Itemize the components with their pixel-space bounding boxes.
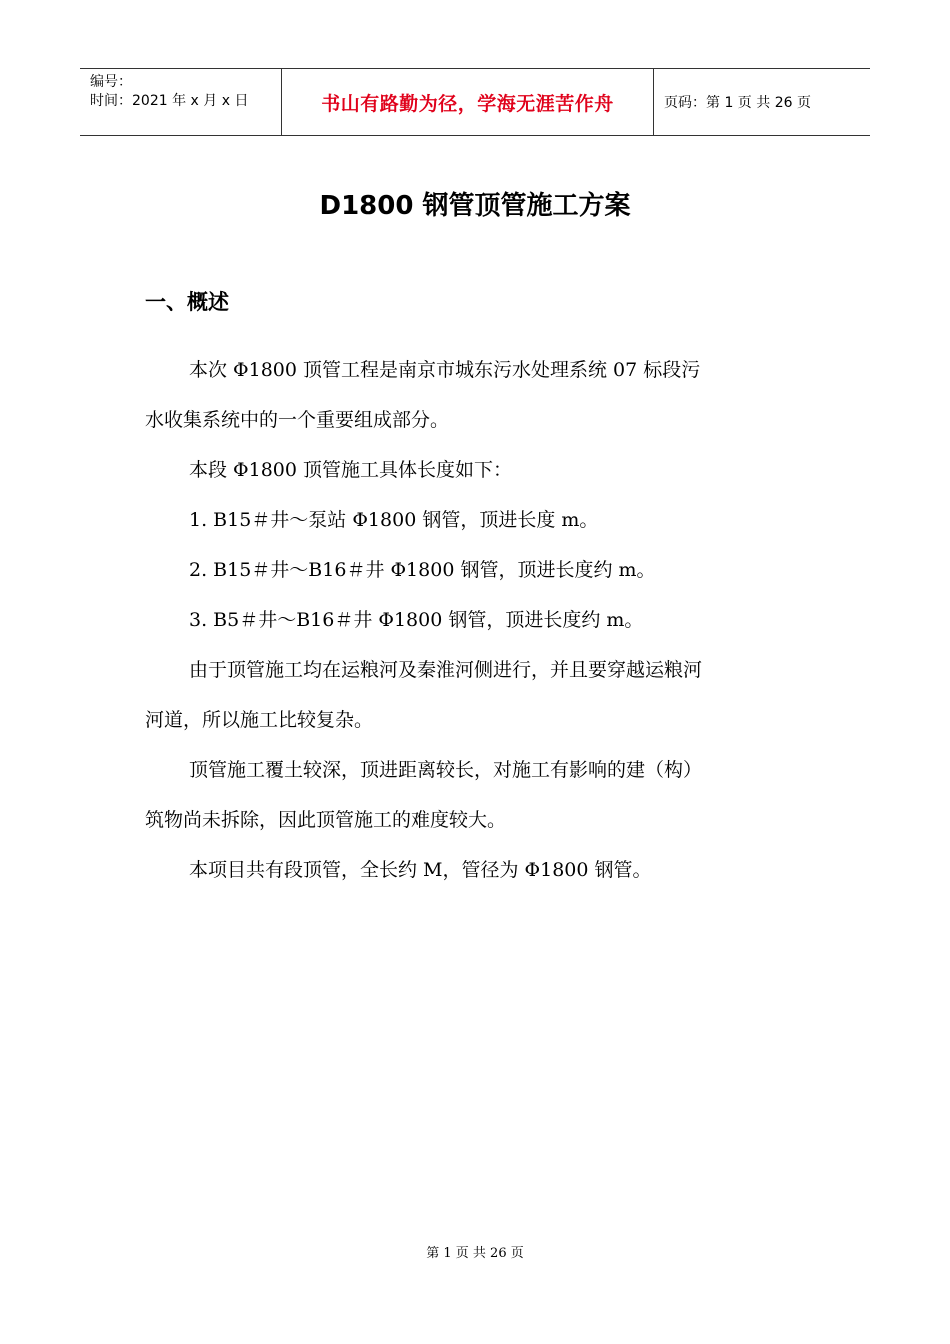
- paragraph-line: 水收集系统中的一个重要组成部分。: [145, 409, 450, 431]
- section-heading: 一、概述: [145, 290, 229, 314]
- list-item: 1. B15＃井～泵站 Φ1800 钢管，顶进长度 m。: [189, 509, 599, 531]
- list-item: 3. B5＃井～B16＃井 Φ1800 钢管，顶进长度约 m。: [189, 609, 644, 631]
- page-info: 页码：第 1 页 共 26 页: [664, 95, 811, 111]
- document-header: [80, 68, 870, 136]
- document-title: D1800 钢管顶管施工方案: [319, 191, 631, 221]
- paragraph-line: 河道，所以施工比较复杂。: [145, 709, 374, 731]
- list-item: 2. B15＃井～B16＃井 Φ1800 钢管，顶进长度约 m。: [189, 559, 656, 581]
- page-footer: 第 1 页 共 26 页: [426, 1246, 524, 1261]
- number-label: 编号：: [90, 74, 132, 90]
- header-page-cell: [654, 69, 870, 135]
- paragraph-line: 顶管施工覆土较深，顶进距离较长，对施工有影响的建（构）: [189, 759, 703, 781]
- paragraph-line: 本次 Φ1800 顶管工程是南京市城东污水处理系统 07 标段污: [189, 359, 701, 381]
- document-body: [145, 350, 810, 900]
- time-label: 时间：2021 年 x 月 x 日: [90, 93, 249, 109]
- motto-text: 书山有路勤为径，学海无涯苦作舟: [321, 92, 614, 115]
- paragraph-line: 本段 Φ1800 顶管施工具体长度如下：: [189, 459, 513, 481]
- paragraph-line: 本项目共有段顶管，全长约 M，管径为 Φ1800 钢管。: [189, 859, 652, 881]
- header-meta-cell: [80, 69, 281, 135]
- paragraph-line: 由于顶管施工均在运粮河及秦淮河侧进行，并且要穿越运粮河: [189, 659, 703, 681]
- paragraph-line: 筑物尚未拆除，因此顶管施工的难度较大。: [145, 809, 507, 831]
- header-motto-cell: [281, 69, 654, 135]
